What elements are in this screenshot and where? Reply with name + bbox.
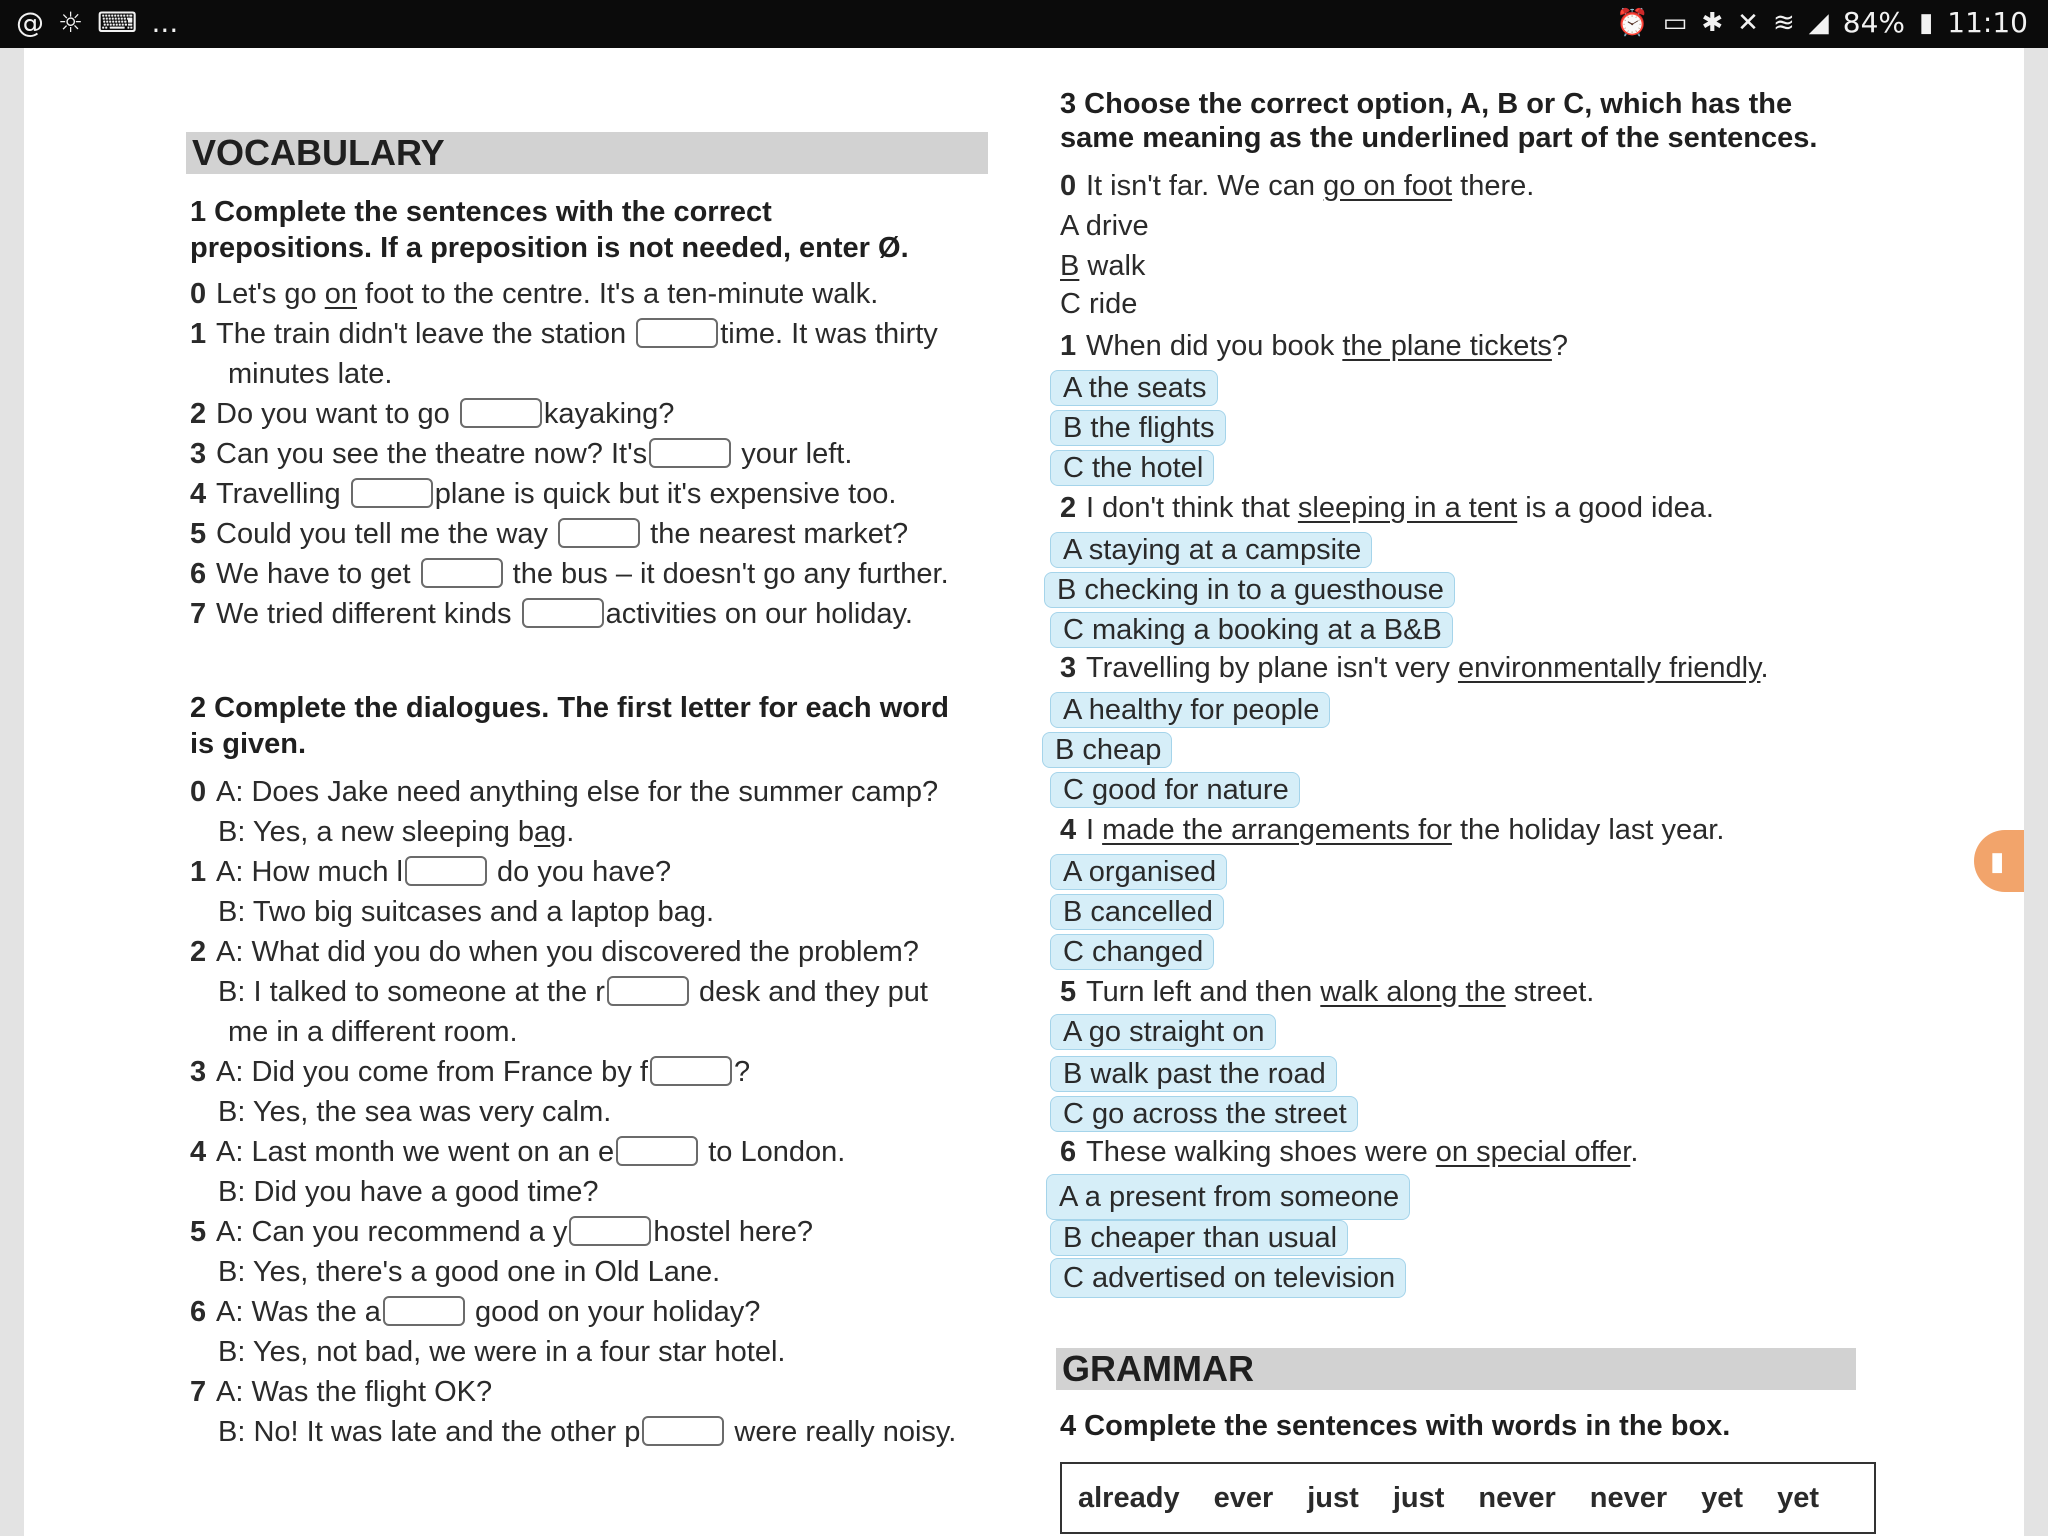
ex3-q6: 6 These walking shoes were on special offer. [1060, 1136, 1639, 1168]
ex2-blank-2[interactable] [607, 976, 689, 1006]
ex2-blank-5[interactable] [569, 1216, 651, 1246]
ex2-item-7-a: 7 A: Was the flight OK? [190, 1376, 493, 1408]
vocabulary-header: VOCABULARY [186, 132, 988, 174]
ex3-q3-option-a[interactable]: A healthy for people [1050, 692, 1330, 728]
ex2-example-a: 0 A: Does Jake need anything else for the summer camp? [190, 776, 939, 808]
cast-icon: ▭ [1662, 7, 1688, 38]
ex1-item-1-cont: minutes late. [228, 358, 393, 390]
ex2-item-3-b: B: Yes, the sea was very calm. [218, 1096, 612, 1128]
ex3-example-answer-letter: B [1060, 250, 1080, 282]
ex1-item-7: 7 We tried different kinds activities on our holiday. [190, 598, 913, 630]
ex2-blank-1[interactable] [405, 856, 487, 886]
ex1-item-1: 1 The train didn't leave the station time. It was thirty [190, 318, 938, 350]
ex3-title-line2: same meaning as the underlined part of the sentences. [1060, 122, 1818, 154]
ex1-blank-6[interactable] [421, 558, 503, 588]
overflow-indicator: ... [151, 6, 179, 39]
word-box-item: yet [1777, 1481, 1819, 1514]
ex1-blank-1[interactable] [636, 318, 718, 348]
ex3-q2-option-c[interactable]: C making a booking at a B&B [1050, 612, 1453, 648]
ex3-example-option-c: C ride [1060, 288, 1138, 320]
signal-icon: ◢ [1808, 7, 1829, 38]
at-sign-icon: @ [16, 6, 44, 39]
ex3-q6-option-b[interactable]: B cheaper than usual [1050, 1220, 1348, 1256]
battery-icon: ▮ [1918, 7, 1934, 38]
word-box-item: ever [1213, 1481, 1274, 1514]
keyboard-icon: ⌨ [97, 6, 138, 39]
camera-icon: ▮ [1990, 846, 2005, 876]
ex2-item-4-b: B: Did you have a good time? [218, 1176, 599, 1208]
ex1-item-4: 4 Travelling plane is quick but it's expensive too. [190, 478, 897, 510]
ex3-q3: 3 Travelling by plane isn't very environmentally friendly. [1060, 652, 1769, 684]
ex3-q3-option-b[interactable]: B cheap [1042, 732, 1172, 768]
ex1-blank-3[interactable] [649, 438, 731, 468]
ex3-q1-option-c[interactable]: C the hotel [1050, 450, 1214, 486]
ex2-item-5-b: B: Yes, there's a good one in Old Lane. [218, 1256, 721, 1288]
word-box-item: never [1478, 1481, 1556, 1514]
word-box-item: yet [1701, 1481, 1744, 1514]
ex3-q5: 5 Turn left and then walk along the street. [1060, 976, 1595, 1008]
ex2-example-answer: ag [534, 816, 567, 848]
ex3-q6-option-c[interactable]: C advertised on television [1050, 1258, 1406, 1298]
ex2-title-line2: is given. [190, 728, 307, 760]
ex3-q6-option-a[interactable]: A a present from someone [1046, 1174, 1410, 1220]
ex2-item-3-a: 3 A: Did you come from France by f ? [190, 1056, 751, 1088]
ex3-example-option-b: B walk [1060, 250, 1146, 282]
ex3-q5-option-c[interactable]: C go across the street [1050, 1096, 1358, 1132]
ex1-blank-2[interactable] [460, 398, 542, 428]
ex3-q5-option-a[interactable]: A go straight on [1050, 1014, 1276, 1050]
ex3-title-line1: 3 Choose the correct option, A, B or C, which has the [1060, 88, 1793, 120]
ex3-q4-option-a[interactable]: A organised [1050, 854, 1227, 890]
bluetooth-icon: ✱ [1701, 7, 1724, 38]
ex1-blank-5[interactable] [558, 518, 640, 548]
alarm-icon: ⏰ [1616, 7, 1649, 38]
ex2-item-5-a: 5 A: Can you recommend a y hostel here? [190, 1216, 814, 1248]
ex1-item-6: 6 We have to get the bus – it doesn't go any further. [190, 558, 949, 590]
ex1-title-line2: prepositions. If a preposition is not needed, enter Ø. [190, 232, 909, 264]
ex2-item-2-a: 2 A: What did you do when you discovered the problem? [190, 936, 919, 968]
ex2-blank-4[interactable] [616, 1136, 698, 1166]
ex3-q1-option-b[interactable]: B the flights [1050, 410, 1226, 446]
ex2-item-4-a: 4 A: Last month we went on an e to London. [190, 1136, 846, 1168]
ex2-example-b: B: Yes, a new sleeping bag. [218, 816, 575, 848]
ex2-item-7-b: B: No! It was late and the other p were really noisy. [218, 1416, 957, 1448]
ex2-item-1-a: 1 A: How much l do you have? [190, 856, 672, 888]
ex4-title: 4 Complete the sentences with words in the box. [1060, 1410, 1731, 1442]
word-box-item: never [1589, 1481, 1668, 1514]
ex1-example: 0 Let's go on foot to the centre. It's a ten-minute walk. [190, 278, 879, 310]
ex1-blank-7[interactable] [522, 598, 604, 628]
ex2-title-line1: 2 Complete the dialogues. The first letter for each word [190, 692, 949, 724]
ex2-blank-7[interactable] [642, 1416, 724, 1446]
ex3-q1-option-a[interactable]: A the seats [1050, 370, 1218, 406]
status-bar [0, 0, 2048, 48]
ex3-example-option-a: A drive [1060, 210, 1149, 242]
ex1-item-5: 5 Could you tell me the way the nearest market? [190, 518, 909, 550]
brightness-icon: ☼ [58, 6, 84, 39]
ex2-blank-3[interactable] [650, 1056, 732, 1086]
ex1-item-3: 3 Can you see the theatre now? It's your left. [190, 438, 853, 470]
floating-side-handle[interactable] [1974, 830, 2024, 892]
ex3-q2-option-a[interactable]: A staying at a campsite [1050, 532, 1372, 568]
worksheet-page [24, 48, 2024, 1536]
ex1-blank-4[interactable] [351, 478, 433, 508]
wifi-icon: ≋ [1772, 7, 1795, 38]
ex3-q2-option-b[interactable]: B checking in to a guesthouse [1044, 572, 1455, 608]
ex2-item-2-b: B: I talked to someone at the r desk and they put [218, 976, 928, 1008]
word-box [1060, 1462, 1876, 1534]
ex2-item-1-b: B: Two big suitcases and a laptop bag. [218, 896, 715, 928]
battery-percent: 84% [1842, 6, 1905, 39]
ex3-q1: 1 When did you book the plane tickets? [1060, 330, 1569, 362]
ex3-q4-option-c[interactable]: C changed [1050, 934, 1214, 970]
clock: 11:10 [1947, 6, 2028, 39]
grammar-header: GRAMMAR [1056, 1348, 1856, 1390]
ex3-q2: 2 I don't think that sleeping in a tent is a good idea. [1060, 492, 1714, 524]
ex3-q4: 4 I made the arrangements for the holiday last year. [1060, 814, 1725, 846]
ex1-item-2: 2 Do you want to go kayaking? [190, 398, 675, 430]
ex3-example-question: 0 It isn't far. We can go on foot there. [1060, 170, 1535, 202]
ex3-q5-option-b[interactable]: B walk past the road [1050, 1056, 1337, 1092]
ex2-item-2-b-cont: me in a different room. [228, 1016, 518, 1048]
mute-icon: ✕ [1737, 7, 1759, 38]
ex2-item-6-a: 6 A: Was the a good on your holiday? [190, 1296, 761, 1328]
ex3-q3-option-c[interactable]: C good for nature [1050, 772, 1300, 808]
word-box-item: already [1078, 1481, 1180, 1514]
word-box-item: just [1392, 1481, 1445, 1514]
word-box-item: just [1307, 1481, 1359, 1514]
ex3-q4-option-b[interactable]: B cancelled [1050, 894, 1224, 930]
ex2-blank-6[interactable] [383, 1296, 465, 1326]
ex1-title-line1: 1 Complete the sentences with the correct [190, 196, 772, 228]
ex1-example-answer: on [324, 278, 357, 310]
ex2-item-6-b: B: Yes, not bad, we were in a four star hotel. [218, 1336, 786, 1368]
